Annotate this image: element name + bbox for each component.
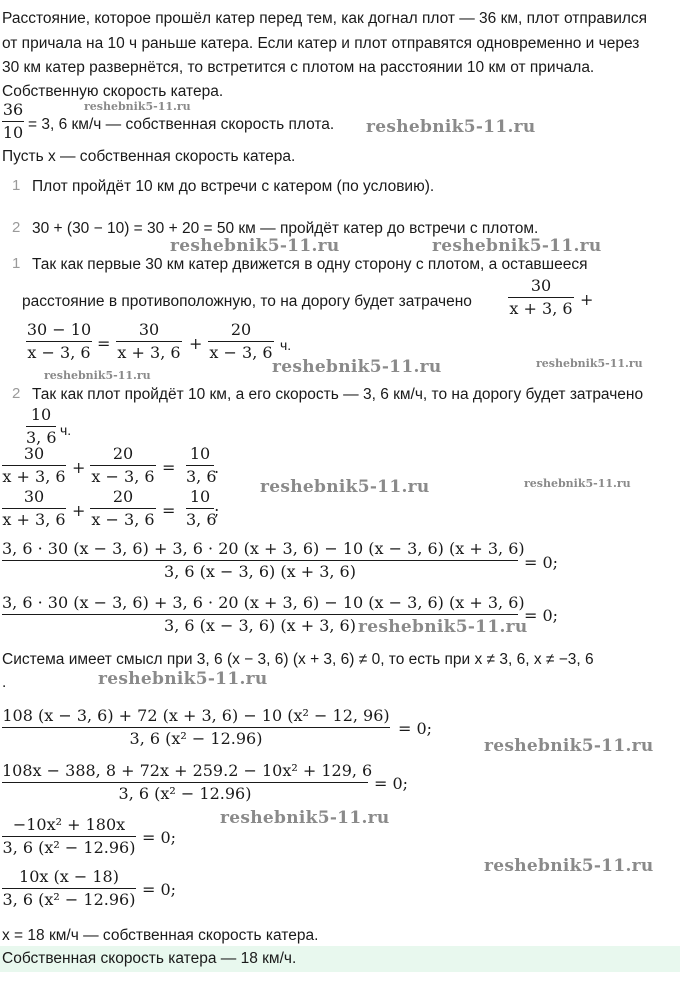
step-text: Так как первые 30 км катер движется в одну сторону с плотом, а оставшееся — [32, 256, 588, 273]
watermark: reshebnik5-11.ru — [432, 236, 602, 256]
equation-tail: = 0; — [142, 828, 177, 847]
result-text: x = 18 км/ч — собственная скорость катера. — [2, 927, 319, 944]
equation-fraction: 108 (x − 3, 6) + 72 (x + 3, 6) − 10 (x² − 12, 96) 3, 6 (x² − 12.96) — [2, 706, 390, 748]
step-text: Так как плот пройдёт 10 км, а его скорость — 3, 6 км/ч, то на дорогу будет затрачено — [32, 386, 644, 403]
step-number: 2 — [12, 385, 21, 402]
equation-fraction: 108x − 388, 8 + 72x + 259.2 − 10x² + 129, 6 3, 6 (x² − 12.96) — [2, 761, 373, 803]
operator: + — [72, 501, 86, 520]
let-x-text: Пусть x — собственная скорость катера. — [2, 148, 296, 165]
equation-tail: = 0; — [524, 606, 559, 625]
fraction: 30 x + 3, 6 — [2, 487, 66, 529]
operator: + — [580, 290, 594, 309]
unit-text: ч. — [280, 337, 292, 353]
fraction: 10 3, 6 — [26, 405, 57, 447]
watermark: reshebnik5-11.ru — [260, 477, 430, 497]
fraction: 30 x + 3, 6 — [117, 320, 181, 362]
big-fraction: 3, 6 · 30 (x − 3, 6) + 3, 6 · 20 (x + 3, 6) − 10 (x − 3, 6) (x + 3, 6) 3, 6 (x − 3, 6) (x + 3, 6) — [2, 539, 525, 581]
step-text: 30 + (30 − 10) = 30 + 20 = 50 км — пройдёт катер до встречи с плотом. — [32, 220, 539, 237]
equation-tail: = 0; — [398, 719, 433, 738]
fraction: 20 x − 3, 6 — [209, 320, 273, 362]
equation-tail: = 0; — [142, 880, 177, 899]
step-number: 1 — [12, 255, 21, 272]
punctuation: . — [214, 458, 220, 477]
fraction: 30 x + 3, 6 — [509, 276, 573, 318]
punctuation: ; — [214, 501, 220, 520]
raft-speed-text: = 3, 6 км/ч — собственная скорость плота. — [28, 116, 335, 133]
watermark: reshebnik5-11.ru — [358, 617, 528, 637]
equation-fraction: 10x (x − 18) 3, 6 (x² − 12.96) — [2, 867, 136, 909]
fraction: 10 3, 6 — [186, 487, 217, 529]
answer-text: Собственная скорость катера — 18 км/ч. — [2, 950, 297, 967]
operator: + — [72, 458, 86, 477]
domain-text: Система имеет смысл при 3, 6 (x − 3, 6) (x + 3, 6) ≠ 0, то есть при x ≠ 3, 6, x ≠ −3, 6 — [2, 651, 594, 668]
watermark: reshebnik5-11.ru — [170, 236, 340, 256]
problem-line-3: 30 км катер развернётся, то встретится с плотом на расстоянии 10 км от причала. — [2, 59, 595, 76]
watermark: reshebnik5-11.ru — [484, 856, 654, 876]
equation-tail: = 0; — [374, 774, 409, 793]
problem-line-2: от причала на 10 ч раньше катера. Если катер и плот отправятся одновременно и через — [2, 35, 640, 52]
watermark: reshebnik5-11.ru — [220, 808, 390, 828]
equation-tail: = 0; — [524, 553, 559, 572]
fraction: 30 x + 3, 6 — [2, 444, 66, 486]
step-number: 2 — [12, 219, 21, 236]
problem-line-1: Расстояние, которое прошёл катер перед тем, как догнал плот — 36 км, плот отправился — [2, 10, 648, 27]
domain-end: . — [2, 674, 7, 691]
watermark: reshebnik5-11.ru — [272, 357, 442, 377]
watermark: reshebnik5-11.ru — [536, 357, 643, 370]
watermark: reshebnik5-11.ru — [366, 117, 536, 137]
watermark: reshebnik5-11.ru — [524, 477, 631, 490]
fraction: 30 − 10 x − 3, 6 — [26, 320, 92, 362]
operator: + — [189, 334, 203, 353]
step-text: расстояние в противоположную, то на дорогу будет затрачено — [22, 293, 472, 310]
operator: = — [162, 458, 176, 477]
watermark: reshebnik5-11.ru — [484, 736, 654, 756]
problem-line-4: Собственную скорость катера. — [2, 83, 224, 100]
step-text: Плот пройдёт 10 км до встречи с катером (по условию). — [32, 178, 435, 195]
watermark: reshebnik5-11.ru — [44, 369, 151, 382]
step-number: 1 — [12, 177, 21, 194]
fraction: 20 x − 3, 6 — [91, 444, 155, 486]
fraction: 10 3, 6 — [186, 444, 217, 486]
fraction: 20 x − 3, 6 — [91, 487, 155, 529]
watermark: reshebnik5-11.ru — [98, 669, 268, 689]
watermark: reshebnik5-11.ru — [84, 100, 191, 113]
equation-fraction: −10x² + 180x 3, 6 (x² − 12.96) — [2, 815, 136, 857]
operator: = — [97, 334, 111, 353]
raft-speed-fraction: 36 10 — [2, 100, 24, 142]
unit-text: ч. — [60, 422, 72, 438]
big-fraction: 3, 6 · 30 (x − 3, 6) + 3, 6 · 20 (x + 3, 6) − 10 (x − 3, 6) (x + 3, 6) 3, 6 (x − 3, 6) (x + 3, 6) — [2, 593, 525, 635]
operator: = — [162, 501, 176, 520]
